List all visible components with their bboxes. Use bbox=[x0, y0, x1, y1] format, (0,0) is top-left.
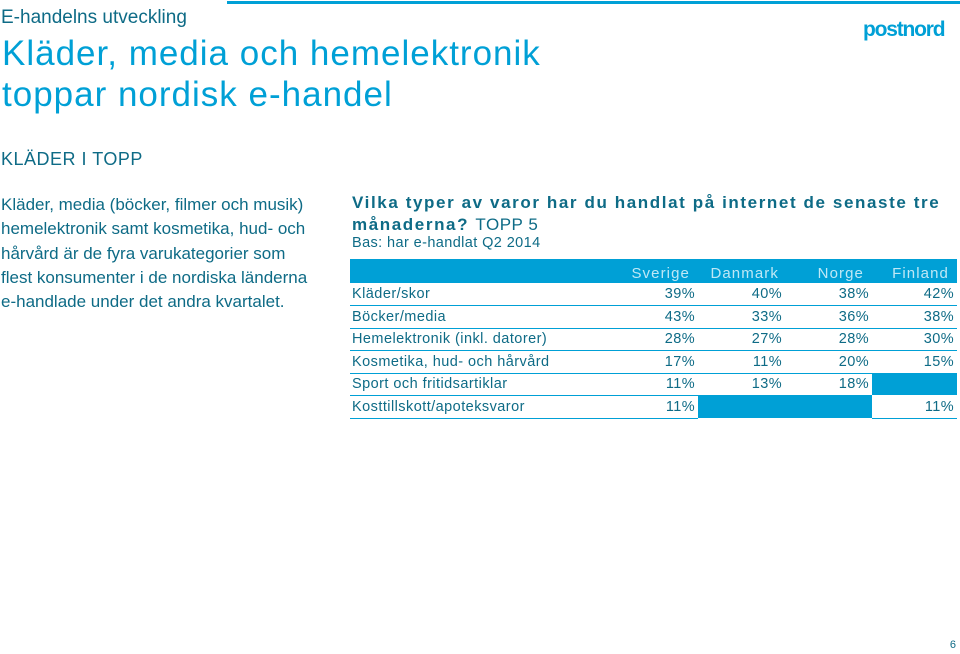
cell-danmark-empty bbox=[698, 396, 785, 419]
cell-sverige: 28% bbox=[612, 328, 698, 351]
cell-danmark: 11% bbox=[698, 351, 785, 374]
cell-danmark: 33% bbox=[698, 306, 785, 329]
header-finland: Finland bbox=[872, 259, 957, 283]
survey-question bbox=[352, 192, 957, 236]
table-row bbox=[350, 351, 957, 374]
cell-norge: 18% bbox=[785, 373, 872, 396]
cell-finland-empty bbox=[872, 373, 957, 396]
top-rule bbox=[0, 0, 960, 4]
base-note: Bas: har e-handlat Q2 2014 bbox=[352, 235, 541, 251]
cell-finland: 42% bbox=[872, 283, 957, 306]
header-norge: Norge bbox=[785, 259, 872, 283]
table-row bbox=[350, 328, 957, 351]
cell-finland: 15% bbox=[872, 351, 957, 374]
header-category bbox=[350, 259, 612, 283]
cell-finland: 38% bbox=[872, 306, 957, 329]
page-number: 6 bbox=[949, 639, 956, 651]
section-heading: KLÄDER I TOPP bbox=[1, 149, 143, 169]
cell-danmark: 27% bbox=[698, 328, 785, 351]
cell-finland: 30% bbox=[872, 328, 957, 351]
row-label: Kosmetika, hud- och hårvård bbox=[350, 351, 612, 374]
cell-norge-empty bbox=[785, 396, 872, 419]
row-label: Hemelektronik (inkl. datorer) bbox=[350, 328, 612, 351]
page-title-line-1: Kläder, media och hemelektronik bbox=[2, 34, 541, 73]
cell-norge: 20% bbox=[785, 351, 872, 374]
logo-wordmark: postnord bbox=[863, 19, 945, 41]
table-row bbox=[350, 283, 957, 306]
cell-sverige: 39% bbox=[612, 283, 698, 306]
cell-danmark: 40% bbox=[698, 283, 785, 306]
topp-label: TOPP 5 bbox=[475, 215, 539, 234]
table-row bbox=[350, 396, 957, 419]
cell-norge: 36% bbox=[785, 306, 872, 329]
cell-norge: 38% bbox=[785, 283, 872, 306]
survey-question-text: Vilka typer av varor har du handlat på internet de senaste tre månaderna? bbox=[352, 193, 941, 234]
cell-norge: 28% bbox=[785, 328, 872, 351]
results-table-wrap bbox=[350, 259, 957, 419]
cell-sverige: 17% bbox=[612, 351, 698, 374]
cell-sverige: 11% bbox=[612, 396, 698, 419]
table-row bbox=[350, 373, 957, 396]
section-kicker: E-handelns utveckling bbox=[1, 7, 187, 28]
postnord-logo bbox=[863, 19, 956, 41]
table-header-row bbox=[350, 259, 957, 283]
page-title-line-2: toppar nordisk e-handel bbox=[2, 75, 393, 114]
table-row bbox=[350, 306, 957, 329]
cell-danmark: 13% bbox=[698, 373, 785, 396]
row-label: Böcker/media bbox=[350, 306, 612, 329]
row-label: Kläder/skor bbox=[350, 283, 612, 306]
page-title bbox=[2, 33, 541, 115]
row-label: Sport och fritidsartiklar bbox=[350, 373, 612, 396]
header-sverige: Sverige bbox=[612, 259, 698, 283]
cell-sverige: 43% bbox=[612, 306, 698, 329]
intro-paragraph: Kläder, media (böcker, filmer och musik) hemelektronik samt kosmetika, hud- och hårvård är de fyra varukategorier som flest konsumenter i de nordiska länderna e-handlade under det andra kvartalet. bbox=[1, 195, 308, 312]
results-table bbox=[350, 259, 957, 419]
header-danmark: Danmark bbox=[698, 259, 785, 283]
cell-sverige: 11% bbox=[612, 373, 698, 396]
row-label: Kosttillskott/apoteksvaror bbox=[350, 396, 612, 419]
cell-finland: 11% bbox=[872, 396, 957, 419]
